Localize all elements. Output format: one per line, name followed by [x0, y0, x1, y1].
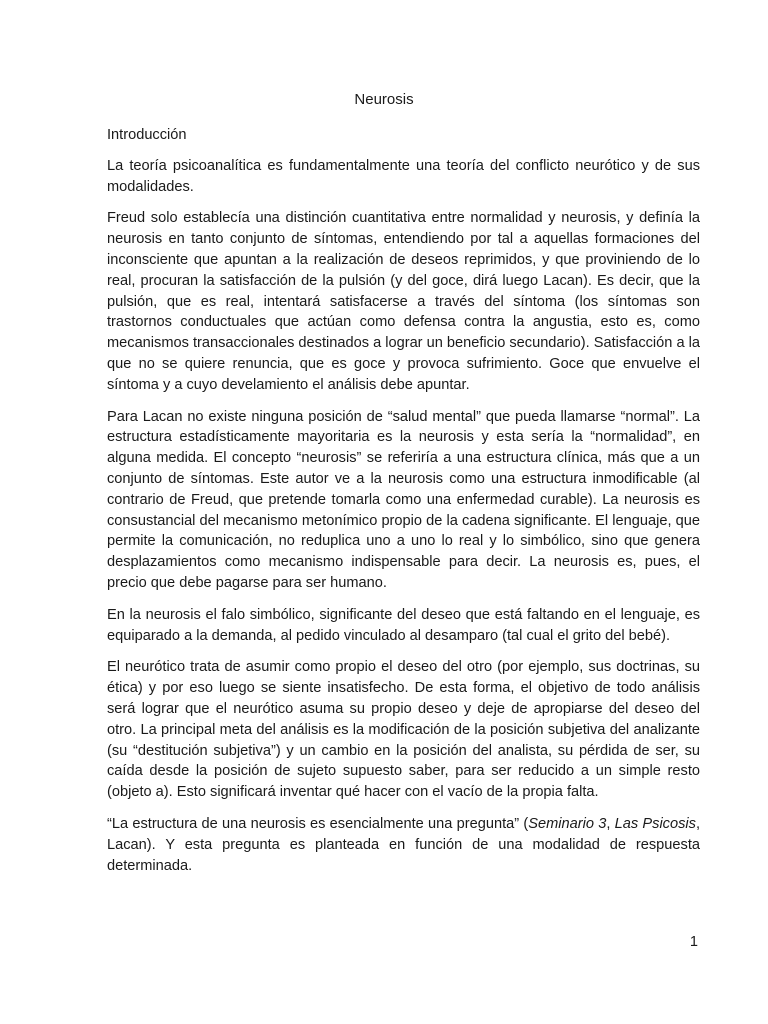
paragraph-6-text-sep: , — [606, 815, 615, 832]
section-heading: Introducción — [107, 127, 187, 143]
paragraph-6-text-end: , Lacan). Y esta pregunta es planteada en función de una modalidad de respuesta determinada. — [107, 815, 700, 874]
page-title: Neurosis — [354, 91, 414, 108]
page-number: 1 — [689, 934, 698, 950]
paragraph-1: La teoría psicoanalítica es fundamentalmente una teoría del conflicto neurótico y de sus modalidades. — [107, 157, 700, 195]
paragraph-6-text-start: “La estructura de una neurosis es esencialmente una pregunta” ( — [107, 815, 529, 832]
paragraph-4: En la neurosis el falo simbólico, significante del deseo que está faltando en el lenguaje, es equiparado a la demanda, al pedido vinculado al desamparo (tal cual el grito del bebé). — [107, 606, 700, 644]
paragraph-5: El neurótico trata de asumir como propio el deseo del otro (por ejemplo, sus doctrinas, su ética) y por eso luego se siente insatisfecho. De esta forma, el objetivo de todo análisis será lograr que el neurótico asuma su propio deseo y deje de apropiarse del deseo del otro. La principal meta del análisis es la modificación de la posición subjetiva del analizante (su “destitución subjetiva”) y un cambio en la posición del analista, su pérdida de ser, su caída desde la posición de sujeto supuesto saber, para ser reducido a un simple resto (objeto a). Esto significará inventar qué hacer con el vacío de la propia falta. — [107, 659, 700, 801]
citation-work: Las Psicosis — [614, 815, 696, 832]
citation-seminar: Seminario 3 — [528, 815, 607, 832]
paragraph-6 — [107, 814, 700, 876]
document-body — [107, 125, 700, 887]
paragraph-2: Freud solo establecía una distinción cuantitativa entre normalidad y neurosis, y definía la neurosis en tanto conjunto de síntomas, entendiendo por tal a aquellas formaciones del inconsciente que apuntan a la realización de deseos reprimidos, y que proviniendo de lo real, procuran la satisfacción de la pulsión (y del goce, dirá luego Lacan). Es decir, que la pulsión, que es real, intentará satisfacerse a través del síntoma (los síntomas son trastornos conductuales que actúan como defensa contra la angustia, esto es, como mecanismos transaccionales destinados a lograr un beneficio secundario). Satisfacción a la que no se quiere renuncia, que es goce y provoca sufrimiento. Goce que envuelve el síntoma y a cuyo develamiento el análisis debe apuntar. — [107, 210, 700, 393]
paragraph-3: Para Lacan no existe ninguna posición de “salud mental” que pueda llamarse “normal”. La estructura estadísticamente mayoritaria es la neurosis y esta sería la “normalidad”, en alguna medida. El concepto “neurosis” se referiría a una estructura clínica, más que a un conjunto de síntomas. Este autor ve a la neurosis como una estructura inmodificable (al contrario de Freud, que pretende tomarla como una enfermedad curable). La neurosis es consustancial del mecanismo metonímico propio de la cadena significante. El lenguaje, que permite la comunicación, no reduplica uno a uno lo real y lo simbólico, sino que genera desplazamientos como mecanismo indispensable para decir. La neurosis es, pues, el precio que debe pagarse para ser humano. — [107, 408, 700, 591]
